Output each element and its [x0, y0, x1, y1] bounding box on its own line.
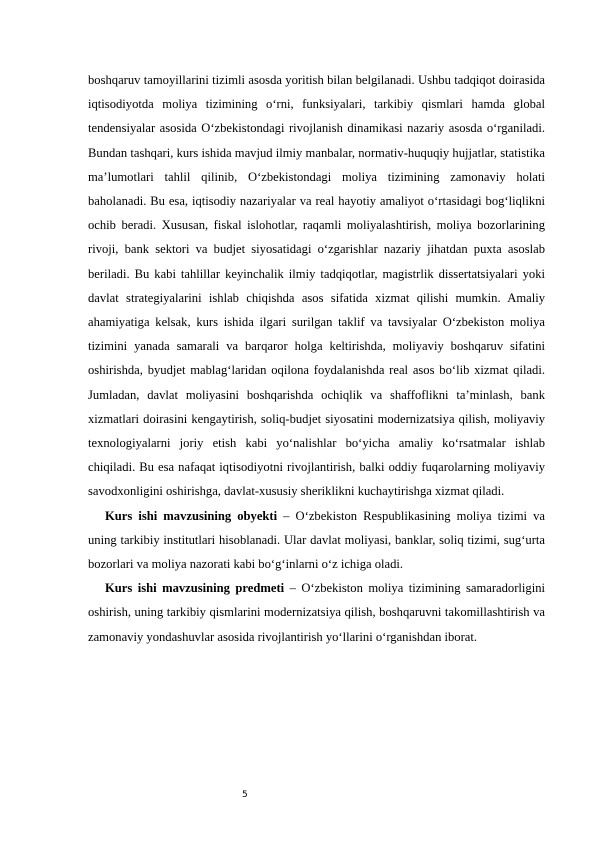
paragraph-object — [88, 504, 545, 577]
subject-text: – O‘zbekiston moliya tizimining samaradorligini oshirish, uning tarkibiy qismlarini modernizatsiya qilish, boshqaruvni takomillashtirish va zamonaviy yondashuvlar asosida rivojlantirish yo‘llarini o‘rganishdan iborat. — [88, 581, 545, 644]
page-number: 5 — [242, 790, 248, 800]
object-text: – O‘zbekiston Respublikasining moliya tizimi va uning tarkibiy institutlari hisoblanadi. Ular davlat moliyasi, banklar, soliq tizimi, sug‘urta bozorlari va moliya nazorati kabi bo‘g‘inlarni o‘z ichiga oladi. — [88, 508, 545, 572]
paragraph-subject — [88, 576, 545, 649]
subject-heading: Kurs ishi mavzusining predmeti — [105, 581, 285, 596]
document-body — [88, 68, 545, 649]
object-heading: Kurs ishi mavzusining obyekti — [105, 508, 278, 523]
paragraph-intro: boshqaruv tamoyillarini tizimli asosda yoritish bilan belgilanadi. Ushbu tadqiqot doirasida iqtisodiyotda moliya tizimining o‘rni, funksiyalari, tarkibiy qismlari hamda global tendensiyalar asosida O‘zbekistondagi rivojlanish dinamikasi nazariy asosda o‘rganiladi. Bundan tashqari, kurs ishida mavjud ilmiy manbalar, normativ-huquqiy hujjatlar, statistika ma’lumotlari tahlil qilinib, O‘zbekistondagi moliya tizimining zamonaviy holati baholanadi. Bu esa, iqtisodiy nazariyalar va real hayotiy amaliyot o‘rtasidagi bog‘liqlikni ochib beradi. Xususan, fiskal islohotlar, raqamli moliyalashtirish, moliya bozorlarining rivoji, bank sektori va budjet siyosatidagi o‘zgarishlar nazariy jihatdan puxta asoslab beriladi. Bu kabi tahlillar keyinchalik ilmiy tadqiqotlar, magistrlik dissertatsiyalari yoki davlat strategiyalarini ishlab chiqishda asos sifatida xizmat qilishi mumkin. Amaliy ahamiyatiga kelsak, kurs ishida ilgari surilgan taklif va tavsiyalar O‘zbekiston moliya tizimini yanada samarali va barqaror holga keltirishda, moliyaviy boshqaruv sifatini oshirishda, byudjet mablag‘laridan oqilona foydalanishda real asos bo‘lib xizmat qiladi. Jumladan, davlat moliyasini boshqarishda ochiqlik va shaffoflikni ta’minlash, bank xizmatlari doirasini kengaytirish, soliq-budjet siyosatini modernizatsiya qilish, moliyaviy texnologiyalarni joriy etish kabi yo‘nalishlar bo‘yicha amaliy ko‘rsatmalar ishlab chiqiladi. Bu esa nafaqat iqtisodiyotni rivojlantirish, balki oddiy fuqarolarning moliyaviy savodxonligini oshirishga, davlat-xususiy sheriklikni kuchaytirishga xizmat qiladi. — [88, 73, 545, 499]
